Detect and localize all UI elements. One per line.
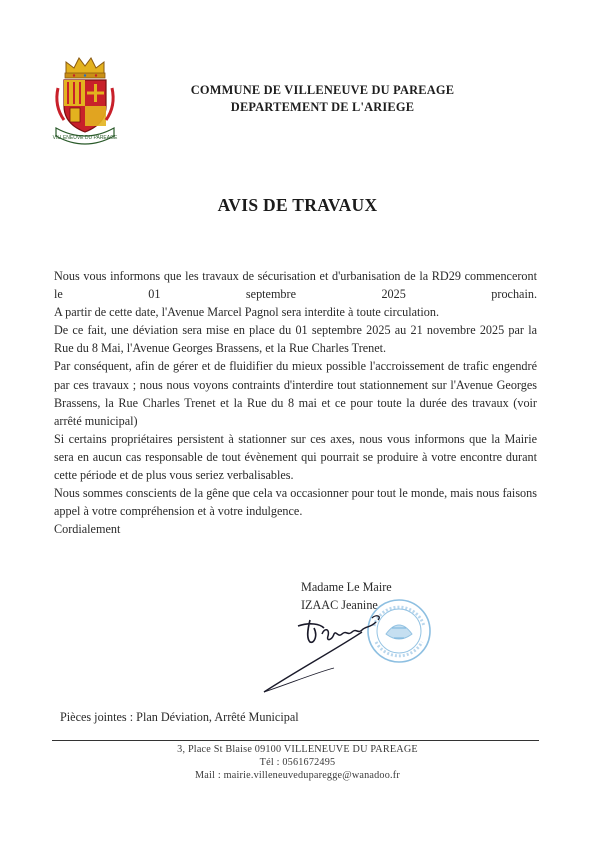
commune-crest-logo [52,54,118,152]
commune-name: COMMUNE DE VILLENEUVE DU PAREAGE [190,83,455,97]
paragraph-apology: Nous sommes conscients de la gêne que cela va occasionner pour tout le monde, mais nous faisons appel à votre compréhension et à votre indulgence. [54,486,537,519]
signatory-name: IZAAC Jeanine [301,598,378,612]
closing-greeting: Cordialement [54,522,121,537]
department-name: DEPARTEMENT DE L'ARIEGE [230,100,415,114]
page-title: AVIS DE TRAVAUX [217,195,378,215]
paragraph-liability: Si certains propriétaires persistent à stationner sur ces axes, nous vous informons que la Mairie sera en aucun cas responsable de tout évènement qui pourrait se produire à votre encontre durant cette période et de plus vous seriez verbalisables. [54,431,537,483]
notice-body [54,267,537,538]
footer-mail: Mail : mairie.villeneuveduparegge@wanadoo.fr [195,770,400,781]
signatory-role: Madame Le Maire [301,580,392,594]
paragraph-parking-ban: Par conséquent, afin de gérer et de fluidifier du mieux possible l'accroissement de trafic engendré par ces travaux ; nous nous voyons contraints d'interdire tout stationnement sur l'Avenue Georges Brassens, la Rue Charles Trenet et la Rue du 8 mai et ce pour toute la durée des travaux (voir arrêté municipal) [54,359,537,428]
svg-text:VILLENEUVE DU PAREAGE: VILLENEUVE DU PAREAGE [52,135,118,141]
footer-phone: Tél : 0561672495 [259,757,336,768]
paragraph-closure: A partir de cette date, l'Avenue Marcel Pagnol sera interdite à toute circulation. [54,305,440,320]
footer-address: 3, Place St Blaise 09100 VILLENEUVE DU PAREAGE [177,744,418,755]
handwritten-signature [258,598,388,696]
paragraph-deviation: De ce fait, une déviation sera mise en place du 01 septembre 2025 au 21 novembre 2025 par la Rue du 8 Mai, l'Avenue Georges Brassens, et la Rue Charles Trenet. [54,323,537,356]
paragraph-works-start: Nous vous informons que les travaux de sécurisation et d'urbanisation de la RD29 commenceront le 01 septembre 2025 prochain. [54,269,537,302]
attachments-line: Pièces jointes : Plan Déviation, Arrêté Municipal [60,710,299,724]
footer-divider [52,740,539,741]
